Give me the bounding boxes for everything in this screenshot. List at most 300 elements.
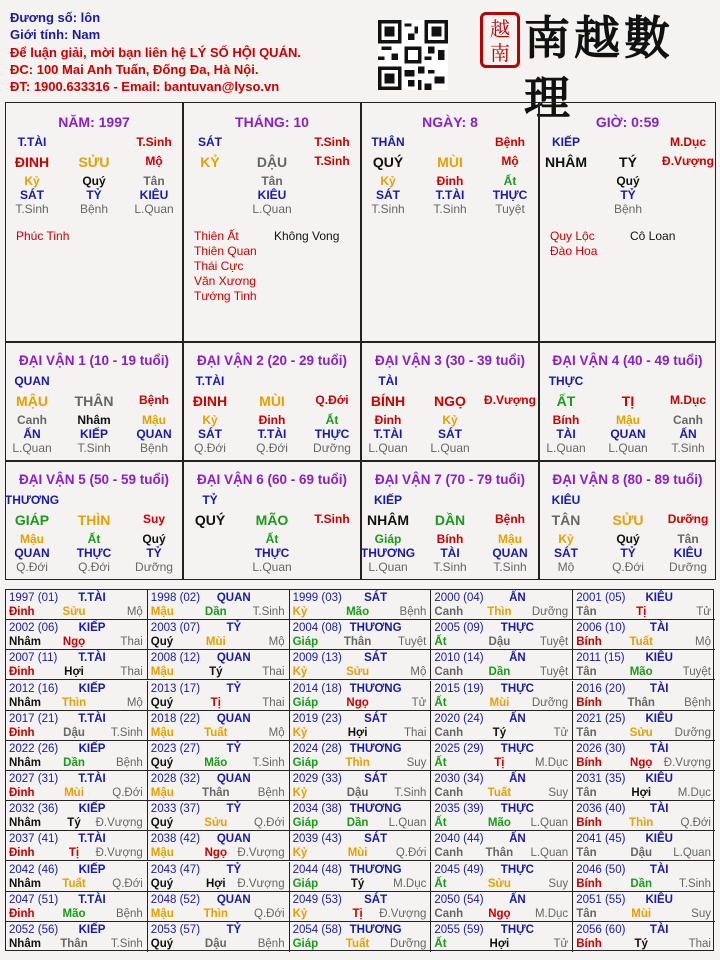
year-thap-than: TÀI (649, 923, 669, 936)
dia-chi: DẬU (256, 154, 288, 170)
year-label: 2052 (56) (9, 923, 59, 936)
tang-truong-sinh: Q.Đới (612, 560, 644, 574)
tang-can: Mậu (616, 413, 640, 427)
year-truong-sinh: T.Sinh (252, 756, 285, 769)
tang-truong-sinh: L.Quan (12, 441, 52, 455)
year-truong-sinh: Đ.Vượng (379, 907, 427, 920)
than-sat-star: Không Vong (274, 229, 340, 243)
year-truong-sinh: T.Sinh (252, 606, 285, 618)
thap-than-can: THỰC (548, 374, 584, 388)
tang-truong-sinh: Tuyệt (495, 202, 525, 216)
year-thap-than: QUAN (216, 833, 251, 846)
year-truong-sinh: Tuyệt (398, 636, 427, 649)
year-can: Giáp (292, 817, 319, 830)
year-thap-than: SÁT (364, 773, 388, 785)
year-chi: Ngọ (346, 696, 369, 709)
year-thap-than: THỰC (500, 622, 534, 635)
tang-truong-sinh: T.Sinh (77, 441, 111, 455)
year-cell (6, 771, 148, 801)
year-cell (6, 590, 148, 620)
year-cell (290, 801, 432, 831)
tang-can: Quý (82, 174, 106, 188)
year-label: 2036 (40) (576, 803, 626, 816)
year-cell (573, 620, 715, 650)
year-thap-than: T.TÀI (78, 592, 106, 604)
year-cell (431, 892, 573, 922)
year-truong-sinh: Q.Đới (254, 907, 285, 920)
year-cell (290, 922, 432, 952)
year-truong-sinh: Thai (262, 696, 285, 709)
year-cell (148, 771, 290, 801)
tang-truong-sinh: Dưỡng (669, 560, 707, 574)
tang-than: TÀI (556, 427, 576, 441)
than-sat-star: Thái Cực (194, 259, 244, 273)
year-thap-than: KIÊU (645, 652, 673, 665)
year-can: Kỷ (292, 666, 308, 679)
year-label: 2025 (29) (434, 742, 484, 755)
cell-title: ĐẠI VẬN 8 (80 - 89 tuổi) (552, 472, 703, 487)
year-truong-sinh: M.Dục (677, 787, 711, 799)
tang-can: Ất (265, 532, 279, 546)
year-chi: Tị (210, 696, 221, 709)
year-thap-than: TÀI (649, 742, 669, 755)
tang-can: Kỷ (380, 174, 396, 188)
year-thap-than: SÁT (364, 652, 388, 665)
year-thap-than: KIẾP (78, 863, 106, 876)
year-can: Mậu (150, 726, 174, 739)
year-cell (431, 590, 573, 620)
year-thap-than: T.TÀI (78, 712, 106, 725)
thien-can: BÍNH (370, 393, 406, 409)
tang-truong-sinh: T.Sinh (671, 441, 705, 455)
year-chi: Thìn (345, 756, 370, 769)
year-label: 2032 (36) (9, 803, 59, 816)
year-chi: Ngọ (204, 847, 227, 860)
year-truong-sinh: M.Dục (534, 907, 569, 920)
year-can: Quý (150, 877, 174, 890)
year-thap-than: KIẾP (78, 742, 106, 755)
year-can: Canh (434, 606, 464, 618)
truong-sinh-chi: Dưỡng (667, 512, 709, 526)
tang-can: Mậu (142, 413, 166, 427)
year-thap-than: TÀI (649, 803, 669, 816)
year-cell (431, 650, 573, 680)
year-truong-sinh: Mộ (695, 636, 711, 649)
year-truong-sinh: Suy (548, 787, 569, 799)
year-can: Giáp (292, 696, 319, 709)
year-chi: Mùi (347, 847, 368, 860)
pillar-cell (5, 102, 183, 342)
year-cell (290, 711, 432, 741)
year-truong-sinh: Q.Đới (112, 877, 143, 890)
year-label: 2039 (43) (292, 833, 342, 846)
thien-can: QUÝ (372, 154, 404, 170)
tang-than: SÁT (198, 427, 222, 441)
year-can: Ất (434, 817, 447, 830)
tang-truong-sinh: Dưỡng (313, 441, 351, 455)
tang-than: SÁT (438, 427, 462, 441)
year-cell (573, 590, 715, 620)
year-can: Nhâm (9, 756, 41, 769)
year-chi: Dậu (204, 937, 227, 950)
gender: Giới tính: Nam (10, 27, 101, 43)
contact-line: Để luận giải, mời bạn liên hệ LÝ SỐ HỘI QUÁN. (10, 44, 301, 60)
year-chi: Thìn (629, 817, 654, 830)
year-chi: Tý (492, 726, 507, 739)
tang-than: THỰC (76, 546, 112, 560)
year-can: Bính (576, 937, 602, 950)
year-label: 2024 (28) (292, 742, 342, 755)
tang-truong-sinh: Bệnh (79, 202, 109, 216)
tang-can: Mậu (498, 532, 522, 546)
year-truong-sinh: Mộ (126, 606, 143, 618)
tang-can: Canh (17, 413, 47, 427)
tang-than: QUAN (610, 427, 646, 441)
truong-sinh-chi: M.Dục (670, 393, 706, 407)
thien-can: ĐINH (192, 393, 228, 409)
truong-sinh-chi: Bệnh (139, 393, 169, 407)
cell-title: ĐẠI VẬN 1 (10 - 19 tuổi) (18, 353, 170, 368)
tang-truong-sinh: L.Quan (430, 441, 470, 455)
year-can: Canh (434, 666, 464, 679)
year-can: Quý (150, 937, 174, 950)
year-cell (573, 831, 715, 861)
year-chi: Dần (488, 666, 511, 679)
year-cell (6, 620, 148, 650)
year-can: Đinh (9, 847, 35, 860)
year-cell (573, 922, 715, 952)
year-truong-sinh: M.Dục (534, 756, 569, 769)
year-label: 2007 (11) (9, 652, 58, 665)
year-cell (573, 711, 715, 741)
dia-chi: DẦN (434, 512, 466, 528)
cell-title: GIỜ: 0:59 (595, 114, 660, 130)
tang-than: QUAN (492, 546, 528, 560)
year-cell (148, 892, 290, 922)
year-can: Canh (434, 847, 464, 860)
tang-truong-sinh: Q.Đới (256, 441, 288, 455)
year-truong-sinh: Suy (691, 907, 711, 920)
year-can: Mậu (150, 847, 174, 860)
tang-can: Kỷ (442, 413, 458, 427)
year-chi: Thân (343, 636, 372, 649)
year-thap-than: KIÊU (645, 592, 673, 604)
tang-than: KIÊU (139, 188, 169, 202)
year-truong-sinh: T.Sinh (679, 877, 711, 890)
year-cell (6, 650, 148, 680)
year-truong-sinh: Bệnh (115, 907, 143, 920)
year-label: 2005 (09) (434, 622, 484, 635)
tang-than: KIẾP (79, 427, 109, 441)
year-truong-sinh: Dưỡng (390, 937, 427, 950)
year-truong-sinh: Tử (553, 937, 569, 950)
year-truong-sinh: Bệnh (257, 787, 285, 799)
tang-can: Ất (325, 413, 339, 427)
thien-can: MẬU (16, 393, 48, 409)
year-can: Ất (434, 696, 447, 709)
year-can: Đinh (9, 666, 35, 679)
year-can: Tân (576, 606, 597, 618)
year-truong-sinh: Dưỡng (674, 726, 711, 739)
tang-can: Đinh (436, 174, 464, 188)
year-label: 2023 (27) (150, 742, 201, 755)
year-can: Ất (434, 937, 447, 950)
year-truong-sinh: Tử (411, 696, 427, 709)
year-thap-than: THƯƠNG (349, 803, 402, 816)
year-chi: Dần (346, 817, 369, 830)
year-thap-than: KIÊU (645, 712, 673, 725)
than-sat-star: Thiên Quan (194, 244, 257, 258)
address-line: ĐC: 100 Mai Anh Tuấn, Đống Đa, Hà Nội. (10, 61, 259, 77)
year-can: Giáp (292, 756, 319, 769)
year-label: 2042 (46) (9, 863, 59, 876)
dia-chi: NGỌ (434, 393, 466, 409)
year-truong-sinh: Tuyệt (539, 666, 569, 679)
year-can: Nhâm (9, 696, 41, 709)
year-cell (573, 801, 715, 831)
year-chi: Hợi (489, 937, 510, 950)
tang-than: SÁT (554, 546, 578, 560)
year-thap-than: TỶ (226, 923, 242, 936)
year-chi: Thân (202, 787, 230, 799)
thien-can: QUÝ (194, 512, 226, 528)
thien-can: NHÂM (545, 154, 587, 170)
year-truong-sinh: M.Dục (393, 877, 427, 890)
year-chi: Mão (346, 606, 370, 618)
year-truong-sinh: Bệnh (257, 937, 285, 950)
year-can: Kỷ (292, 907, 308, 920)
year-thap-than: TÀI (649, 682, 669, 695)
year-cell (148, 831, 290, 861)
year-truong-sinh: T.Sinh (394, 787, 427, 799)
year-label: 2003 (07) (150, 622, 201, 635)
year-can: Mậu (150, 606, 174, 618)
year-thap-than: KIÊU (645, 833, 673, 846)
year-chi: Mão (62, 907, 86, 920)
truong-sinh-chi: T.Sinh (314, 512, 350, 526)
year-label: 2016 (20) (576, 682, 626, 695)
year-label: 2022 (26) (9, 742, 59, 755)
year-label: 2009 (13) (292, 652, 342, 665)
year-truong-sinh: Dưỡng (531, 606, 569, 618)
tang-can: Canh (673, 413, 703, 427)
truong-sinh-chi: Bệnh (495, 512, 525, 526)
year-label: 2031 (35) (576, 773, 626, 785)
year-truong-sinh: Q.Đới (254, 817, 285, 830)
year-truong-sinh: Mộ (126, 696, 143, 709)
year-can: Kỷ (292, 606, 308, 618)
year-label: 2043 (47) (150, 863, 201, 876)
year-can: Nhâm (9, 817, 41, 830)
year-truong-sinh: Mộ (410, 666, 427, 679)
year-chi: Mùi (64, 787, 84, 799)
thap-than-can: THÂN (371, 135, 405, 149)
year-label: 2033 (37) (150, 803, 201, 816)
thap-than-can: QUAN (14, 374, 50, 388)
year-chi: Sửu (629, 726, 653, 739)
year-can: Đinh (9, 606, 35, 618)
year-thap-than: THƯƠNG (349, 923, 402, 936)
tang-truong-sinh: L.Quan (134, 202, 174, 216)
tang-than: TỶ (620, 546, 636, 560)
tang-than: THỰC (314, 427, 350, 441)
year-can: Tân (576, 666, 597, 679)
year-cell (431, 711, 573, 741)
dai-van-cell (539, 342, 716, 461)
year-chi: Tý (209, 666, 223, 679)
year-can: Ất (434, 756, 447, 769)
year-label: 2048 (52) (150, 893, 201, 906)
year-truong-sinh: Q.Đới (680, 817, 711, 830)
year-label: 2004 (08) (292, 622, 342, 635)
year-can: Giáp (292, 877, 319, 890)
year-label: 2047 (51) (9, 893, 59, 906)
year-thap-than: T.TÀI (78, 893, 106, 906)
logo-seal: 越南 (480, 12, 520, 68)
year-truong-sinh: Đ.Vượng (237, 847, 285, 860)
year-thap-than: T.TÀI (78, 773, 106, 785)
tang-than: T.TÀI (373, 427, 403, 441)
tang-can: Mậu (20, 532, 44, 546)
year-cell (148, 862, 290, 892)
year-label: 2018 (22) (150, 712, 201, 725)
year-cell (148, 590, 290, 620)
year-can: Đinh (9, 907, 35, 920)
tang-can: Giáp (374, 532, 402, 546)
tang-can: Đinh (374, 413, 402, 427)
year-cell (431, 620, 573, 650)
tang-can: Ất (87, 532, 101, 546)
tang-truong-sinh: Q.Đới (78, 560, 110, 574)
tang-than: THỰC (492, 188, 528, 202)
year-cell (431, 831, 573, 861)
year-label: 2030 (34) (434, 773, 484, 785)
than-sat-star: Đào Hoa (550, 244, 598, 258)
year-thap-than: THƯƠNG (349, 742, 402, 755)
year-can: Mậu (150, 666, 174, 679)
year-label: 2028 (32) (150, 773, 201, 785)
year-truong-sinh: Thai (120, 636, 143, 649)
year-truong-sinh: Tử (696, 606, 711, 618)
cell-title: NĂM: 1997 (58, 114, 130, 130)
year-can: Bính (576, 636, 602, 649)
year-chi: Tị (636, 606, 647, 618)
tang-truong-sinh: L.Quan (252, 202, 292, 216)
year-chi: Thìn (61, 696, 87, 709)
tang-truong-sinh: T.Sinh (15, 202, 49, 216)
year-thap-than: TỶ (226, 742, 242, 755)
tang-than: TỶ (620, 188, 636, 202)
year-label: 2035 (39) (434, 803, 484, 816)
tang-truong-sinh: Q.Đới (194, 441, 226, 455)
year-label: 2010 (14) (434, 652, 484, 665)
year-label: 2008 (12) (150, 652, 201, 665)
cell-title: ĐẠI VẬN 3 (30 - 39 tuổi) (374, 353, 526, 368)
year-truong-sinh: Đ.Vượng (237, 877, 285, 890)
tang-truong-sinh: T.Sinh (433, 202, 467, 216)
year-cell (148, 801, 290, 831)
year-thap-than: THỰC (500, 682, 534, 695)
year-label: 2045 (49) (434, 863, 484, 876)
tang-can: Bính (552, 413, 580, 427)
year-truong-sinh: Mộ (268, 726, 285, 739)
year-cell (6, 922, 148, 952)
year-chi: Ngọ (488, 907, 511, 920)
tang-truong-sinh: L.Quan (252, 560, 292, 574)
tang-can: Quý (616, 174, 640, 188)
year-chi: Dần (204, 606, 227, 618)
year-truong-sinh: Thai (120, 666, 143, 679)
year-truong-sinh: L.Quan (388, 817, 427, 830)
year-truong-sinh: Thai (688, 937, 711, 950)
year-truong-sinh: Đ.Vượng (95, 847, 143, 860)
year-label: 2038 (42) (150, 833, 201, 846)
tang-can: Đinh (258, 413, 286, 427)
year-label: 1997 (01) (9, 592, 59, 604)
thap-than-can: TỶ (202, 493, 218, 507)
year-chi: Thân (60, 937, 88, 950)
thap-than-can: KIÊU (551, 493, 581, 507)
year-label: 2034 (38) (292, 803, 342, 816)
year-thap-than: TỶ (226, 863, 242, 876)
tang-can: Bính (436, 532, 464, 546)
thien-can: ĐINH (14, 154, 50, 170)
cell-title: ĐẠI VẬN 4 (40 - 49 tuổi) (552, 353, 703, 368)
year-thap-than: ẤN (509, 652, 526, 665)
tang-truong-sinh: T.Sinh (433, 560, 467, 574)
year-cell (290, 741, 432, 771)
truong-sinh-can: T.Sinh (314, 135, 350, 149)
year-can: Bính (576, 817, 602, 830)
tang-truong-sinh: L.Quan (368, 441, 408, 455)
year-thap-than: TỶ (226, 622, 242, 635)
tang-can: Kỷ (558, 532, 574, 546)
tang-than: T.TÀI (435, 188, 465, 202)
year-chi: Sửu (346, 666, 370, 679)
year-truong-sinh: Đ.Vượng (663, 756, 711, 769)
year-cell (431, 741, 573, 771)
cell-title: THÁNG: 10 (235, 114, 309, 130)
year-thap-than: QUAN (216, 893, 251, 906)
year-thap-than: THỰC (500, 923, 534, 936)
tang-truong-sinh: T.Sinh (371, 202, 405, 216)
year-cell (290, 771, 432, 801)
year-cell (573, 741, 715, 771)
year-label: 2014 (18) (292, 682, 342, 695)
year-thap-than: TỶ (226, 803, 242, 816)
year-label: 2055 (59) (434, 923, 484, 936)
year-chi: Mùi (631, 907, 652, 920)
year-thap-than: QUAN (216, 592, 251, 604)
year-can: Nhâm (9, 937, 41, 950)
truong-sinh-can: M.Dục (670, 135, 706, 149)
year-can: Canh (434, 787, 464, 799)
year-cell (290, 590, 432, 620)
year-thap-than: ẤN (509, 592, 526, 604)
year-chi: Thân (485, 847, 514, 860)
year-label: 2050 (54) (434, 893, 484, 906)
year-thap-than: THƯƠNG (349, 863, 402, 876)
year-thap-than: ẤN (509, 712, 526, 725)
year-truong-sinh: Bệnh (399, 606, 427, 618)
year-thap-than: THỰC (500, 803, 534, 816)
tang-can: Quý (142, 532, 166, 546)
year-thap-than: T.TÀI (78, 833, 106, 846)
year-label: 2012 (16) (9, 682, 59, 695)
thien-can: KỶ (200, 154, 220, 170)
year-truong-sinh: L.Quan (530, 847, 569, 860)
year-thap-than: SÁT (364, 893, 388, 906)
